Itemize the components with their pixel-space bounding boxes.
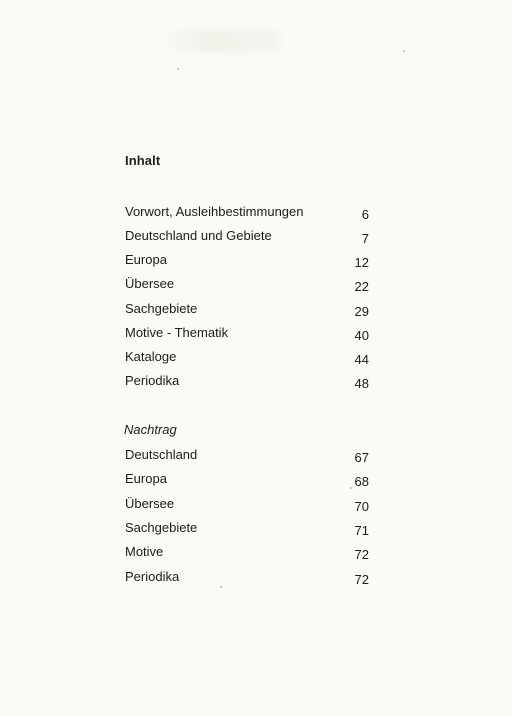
toc-entry (125, 349, 369, 369)
toc-entry-page: 68 (354, 474, 369, 489)
toc-entry-label: Übersee (125, 276, 175, 291)
toc-entry (125, 520, 369, 540)
toc-entry (125, 447, 369, 467)
toc-entry-page: 67 (354, 450, 369, 465)
toc-entry-page: 70 (354, 499, 369, 514)
toc-entry-page: 40 (354, 328, 369, 343)
paper-speck (403, 50, 405, 52)
toc-entry-label: Deutschland und Gebiete (125, 228, 272, 243)
paper-speck (177, 68, 179, 70)
contents-heading: Inhalt (125, 153, 161, 168)
toc-entry (125, 496, 369, 516)
toc-entry-label: Motive - Thematik (125, 325, 229, 340)
toc-entry (125, 544, 369, 564)
toc-entry-label: Deutschland (125, 447, 198, 462)
toc-entry-page: 72 (354, 547, 369, 562)
toc-entry (125, 569, 369, 589)
toc-entry-label: Europa (125, 252, 167, 267)
toc-entry-page: 71 (354, 523, 369, 538)
toc-entry-page: 72 (354, 572, 369, 587)
toc-entry-page: 44 (354, 352, 369, 367)
toc-entry (125, 471, 369, 491)
toc-entry (125, 204, 369, 224)
toc-entry (125, 301, 369, 321)
nachtrag-heading: Nachtrag (124, 422, 177, 437)
toc-entry-label: Periodika (125, 373, 180, 388)
toc-entry-page: 6 (361, 207, 369, 222)
toc-entry-label: Periodika (125, 569, 180, 584)
toc-entry-page: 29 (354, 304, 369, 319)
toc-entry-page: 12 (354, 255, 369, 270)
toc-entry-label: Kataloge (125, 349, 177, 364)
toc-entry-label: Vorwort, Ausleihbestimmungen (125, 204, 304, 219)
toc-entry-label: Übersee (125, 496, 175, 511)
toc-entry (125, 325, 369, 345)
toc-entry (125, 252, 369, 272)
faded-show-through (160, 30, 280, 52)
toc-entry (125, 228, 369, 248)
toc-entry-page: 48 (354, 376, 369, 391)
toc-entry-page: 7 (361, 231, 369, 246)
toc-entry-label: Europa (125, 471, 167, 486)
toc-entry-label: Sachgebiete (125, 301, 198, 316)
toc-entry-label: Sachgebiete (125, 520, 198, 535)
toc-entry-label: Motive (125, 544, 164, 559)
toc-entry-page: 22 (354, 279, 369, 294)
toc-entry (125, 276, 369, 296)
toc-entry (125, 373, 369, 393)
